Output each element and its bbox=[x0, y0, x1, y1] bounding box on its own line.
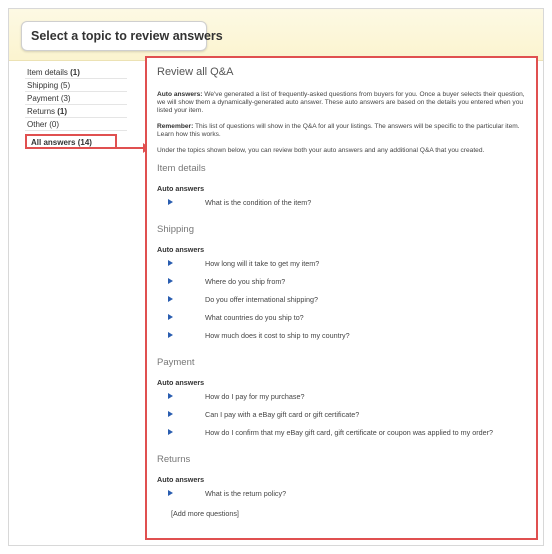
question-row[interactable] bbox=[157, 489, 526, 507]
expand-triangle-icon[interactable] bbox=[168, 490, 173, 496]
sidebar-item-label: Other bbox=[27, 120, 48, 129]
sidebar-item-label: Shipping bbox=[27, 81, 59, 90]
sidebar-item-label: Returns bbox=[27, 107, 56, 116]
section-title-shipping: Shipping bbox=[157, 224, 194, 235]
expand-triangle-icon[interactable] bbox=[168, 411, 173, 417]
sidebar-item-label: All answers bbox=[31, 138, 76, 147]
sidebar-item-payment[interactable] bbox=[25, 92, 127, 105]
qa-review-frame bbox=[8, 8, 544, 546]
panel-title: Review all Q&A bbox=[157, 66, 234, 78]
question-text: How do I pay for my purchase? bbox=[205, 392, 305, 401]
question-text: Can I pay with a eBay gift card or gift certificate? bbox=[205, 410, 360, 419]
topics-paragraph: Under the topics shown below, you can review both your auto answers and any additional Q&A that you created. bbox=[157, 147, 485, 154]
question-row[interactable] bbox=[157, 198, 526, 216]
sidebar-item-count: (3) bbox=[60, 94, 71, 103]
expand-triangle-icon[interactable] bbox=[168, 278, 173, 284]
question-text: How do I confirm that my eBay gift card, gift certificate or coupon was applied to my order? bbox=[205, 428, 494, 437]
question-row[interactable] bbox=[157, 277, 526, 295]
question-text: How long will it take to get my item? bbox=[205, 259, 320, 268]
question-row[interactable] bbox=[157, 313, 526, 331]
page-title: Select a topic to review answers bbox=[21, 21, 207, 51]
section-title-item-details: Item details bbox=[157, 163, 206, 174]
question-row[interactable] bbox=[157, 331, 526, 349]
auto-answers-lead: Auto answers: bbox=[157, 91, 203, 98]
question-row[interactable] bbox=[157, 410, 526, 428]
question-text: How much does it cost to ship to my country? bbox=[205, 331, 350, 340]
sidebar-item-all-answers[interactable] bbox=[25, 134, 117, 149]
question-text: What is the condition of the item? bbox=[205, 198, 312, 207]
remember-text: This list of questions will show in the Q&A for all your listings. The answers will be specific to the particular item. Learn how this works. bbox=[157, 123, 520, 138]
question-text: Where do you ship from? bbox=[205, 277, 286, 286]
expand-triangle-icon[interactable] bbox=[168, 296, 173, 302]
add-more-questions-link[interactable]: [Add more questions] bbox=[171, 509, 239, 518]
expand-triangle-icon[interactable] bbox=[168, 429, 173, 435]
expand-triangle-icon[interactable] bbox=[168, 332, 173, 338]
auto-answers-label: Auto answers bbox=[157, 184, 205, 193]
sidebar-item-shipping[interactable] bbox=[25, 79, 127, 92]
remember-lead: Remember: bbox=[157, 123, 194, 130]
sidebar-item-other[interactable] bbox=[25, 118, 127, 131]
topic-sidebar bbox=[25, 66, 127, 149]
highlight-connector-line bbox=[117, 147, 145, 149]
question-row[interactable] bbox=[157, 428, 526, 446]
section-title-payment: Payment bbox=[157, 357, 195, 368]
sidebar-item-count: (1) bbox=[70, 68, 80, 77]
expand-triangle-icon[interactable] bbox=[168, 314, 173, 320]
sidebar-item-label: Item details bbox=[27, 68, 68, 77]
sidebar-item-count: (5) bbox=[60, 81, 71, 90]
sidebar-item-label: Payment bbox=[27, 94, 59, 103]
expand-triangle-icon[interactable] bbox=[168, 260, 173, 266]
remember-paragraph bbox=[157, 123, 526, 139]
expand-triangle-icon[interactable] bbox=[168, 199, 173, 205]
sidebar-item-returns[interactable] bbox=[25, 105, 127, 118]
question-row[interactable] bbox=[157, 392, 526, 410]
question-text: What is the return policy? bbox=[205, 489, 287, 498]
question-text: Do you offer international shipping? bbox=[205, 295, 318, 304]
question-row[interactable] bbox=[157, 259, 526, 277]
expand-triangle-icon[interactable] bbox=[168, 393, 173, 399]
section-title-returns: Returns bbox=[157, 454, 191, 465]
review-panel bbox=[145, 56, 538, 540]
auto-answers-text: We've generated a list of frequently-asked questions from buyers for you. Once a buyer selects their question, we will show them a dynamically-generated auto answer. These auto answers are based on the details you entered when you listed your item. bbox=[157, 91, 525, 114]
sidebar-item-item-details[interactable] bbox=[25, 66, 127, 79]
question-row[interactable] bbox=[157, 295, 526, 313]
auto-answers-label: Auto answers bbox=[157, 378, 205, 387]
header-band bbox=[9, 9, 543, 61]
sidebar-item-count: (1) bbox=[57, 107, 68, 116]
sidebar-item-count: (0) bbox=[49, 120, 60, 129]
auto-answers-label: Auto answers bbox=[157, 475, 205, 484]
auto-answers-label: Auto answers bbox=[157, 245, 205, 254]
auto-answers-paragraph bbox=[157, 91, 526, 115]
sidebar-item-count: (14) bbox=[77, 138, 92, 147]
question-text: What countries do you ship to? bbox=[205, 313, 304, 322]
